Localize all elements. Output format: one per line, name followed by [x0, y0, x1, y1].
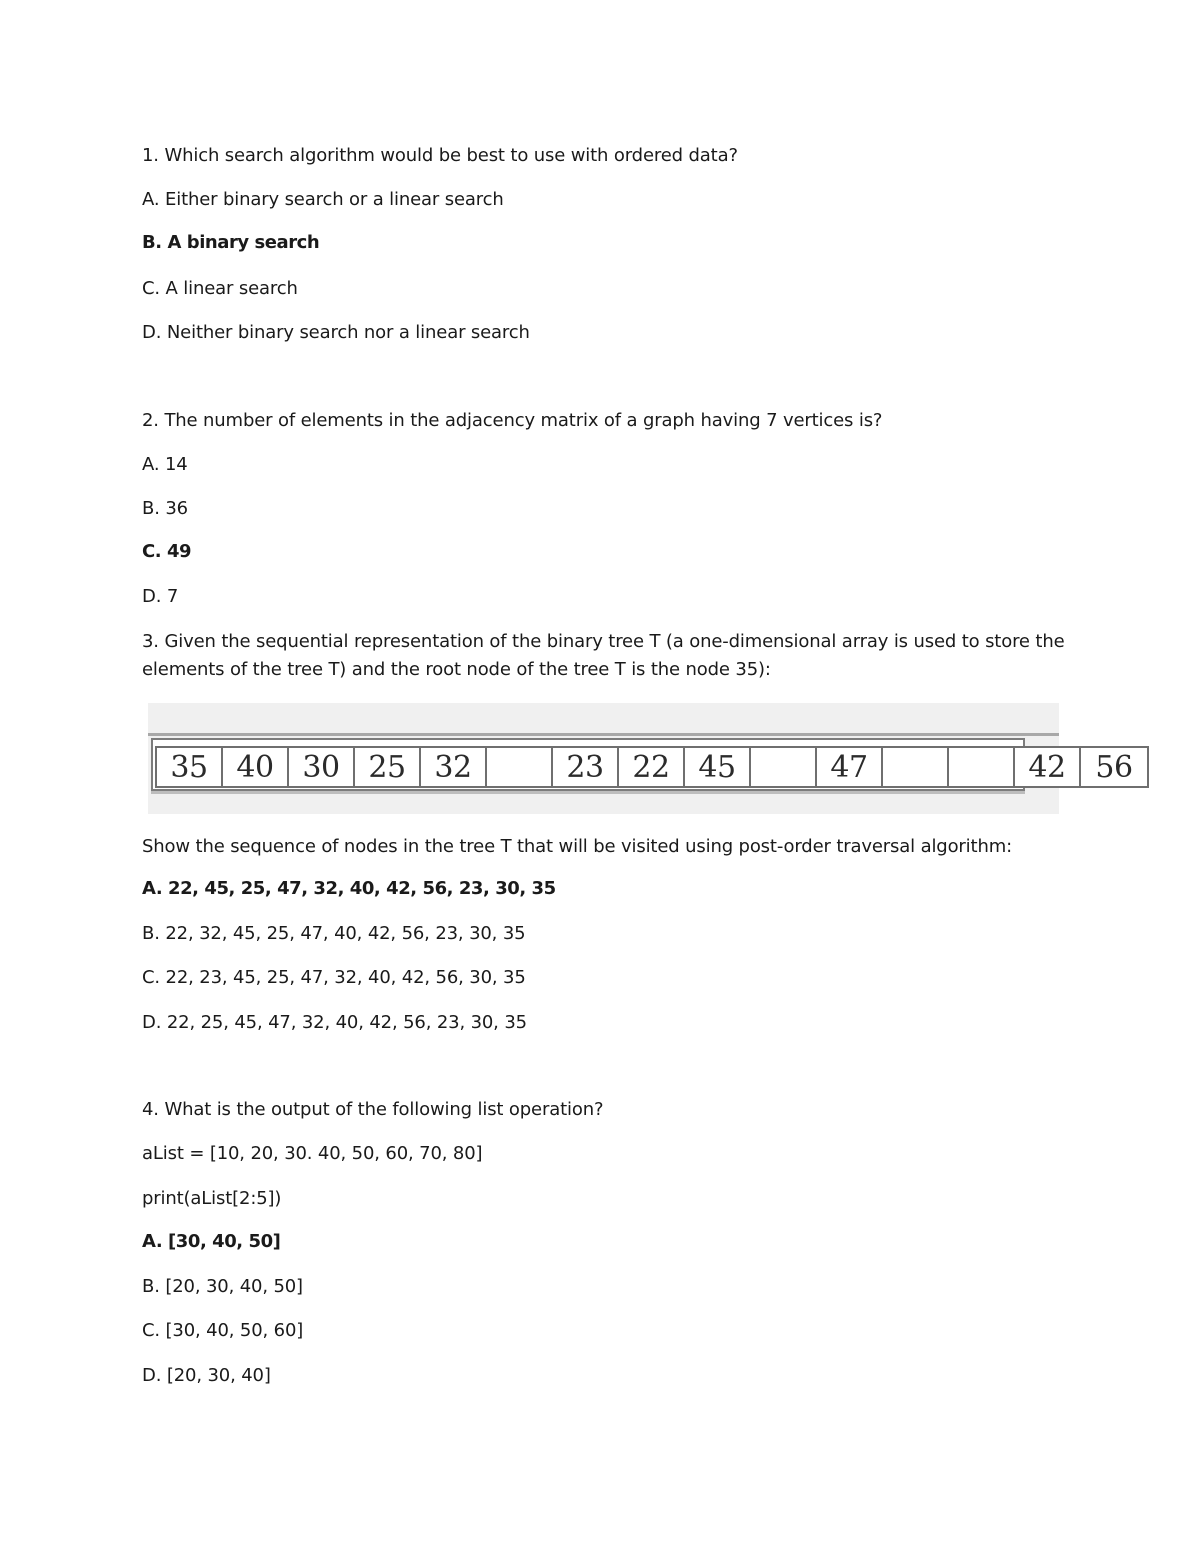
array-cell: 45	[685, 748, 751, 786]
array-cell: 22	[619, 748, 685, 786]
array-cell	[487, 748, 553, 786]
array-cell: 30	[289, 748, 355, 786]
q1-option-c: C. A linear search	[142, 278, 298, 299]
array-cell: 25	[355, 748, 421, 786]
array-cell: 56	[1095, 750, 1133, 785]
q3-option-d: D. 22, 25, 45, 47, 32, 40, 42, 56, 23, 30, 35	[142, 1012, 527, 1033]
q1-option-a: A. Either binary search or a linear search	[142, 189, 504, 210]
q1-option-b-answer: B. A binary search	[142, 232, 320, 253]
q4-code-line-1: aList = [10, 20, 30. 40, 50, 60, 70, 80]	[142, 1143, 483, 1164]
q2-option-c-answer: C. 49	[142, 541, 192, 562]
array-cell	[751, 748, 817, 786]
array-cell	[949, 748, 1015, 786]
q4-option-d: D. [20, 30, 40]	[142, 1365, 271, 1386]
q3-option-a-answer: A. 22, 45, 25, 47, 32, 40, 42, 56, 23, 30, 35	[142, 878, 556, 899]
question-3-line-2: elements of the tree T) and the root node of the tree T is the node 35):	[142, 659, 771, 680]
figure-top-rule	[148, 733, 1059, 736]
array-cell: 40	[223, 748, 289, 786]
q3-option-c: C. 22, 23, 45, 25, 47, 32, 40, 42, 56, 30, 35	[142, 967, 526, 988]
q2-option-b: B. 36	[142, 498, 188, 519]
q1-option-d: D. Neither binary search nor a linear search	[142, 322, 530, 343]
array-cell: 32	[421, 748, 487, 786]
question-3-line-1: 3. Given the sequential representation of the binary tree T (a one-dimensional array is used to store the	[142, 631, 1065, 652]
array-cell: 35	[157, 748, 223, 786]
q4-option-b: B. [20, 30, 40, 50]	[142, 1276, 303, 1297]
q3-prompt: Show the sequence of nodes in the tree T that will be visited using post-order traversal algorithm:	[142, 836, 1012, 857]
question-1: 1. Which search algorithm would be best to use with ordered data?	[142, 145, 738, 166]
tree-array	[155, 746, 1149, 788]
figure-bottom-rule	[151, 791, 1025, 794]
q3-option-b: B. 22, 32, 45, 25, 47, 40, 42, 56, 23, 30, 35	[142, 923, 526, 944]
array-cell: 23	[553, 748, 619, 786]
question-4: 4. What is the output of the following list operation?	[142, 1099, 604, 1120]
q2-option-a: A. 14	[142, 454, 188, 475]
array-cell: 47	[817, 748, 883, 786]
q4-option-c: C. [30, 40, 50, 60]	[142, 1320, 304, 1341]
question-2: 2. The number of elements in the adjacency matrix of a graph having 7 vertices is?	[142, 410, 883, 431]
q4-code-line-2: print(aList[2:5])	[142, 1188, 282, 1209]
array-cell	[883, 748, 949, 786]
q4-option-a-answer: A. [30, 40, 50]	[142, 1231, 281, 1252]
array-cell: 42	[1015, 748, 1081, 786]
q2-option-d: D. 7	[142, 586, 179, 607]
